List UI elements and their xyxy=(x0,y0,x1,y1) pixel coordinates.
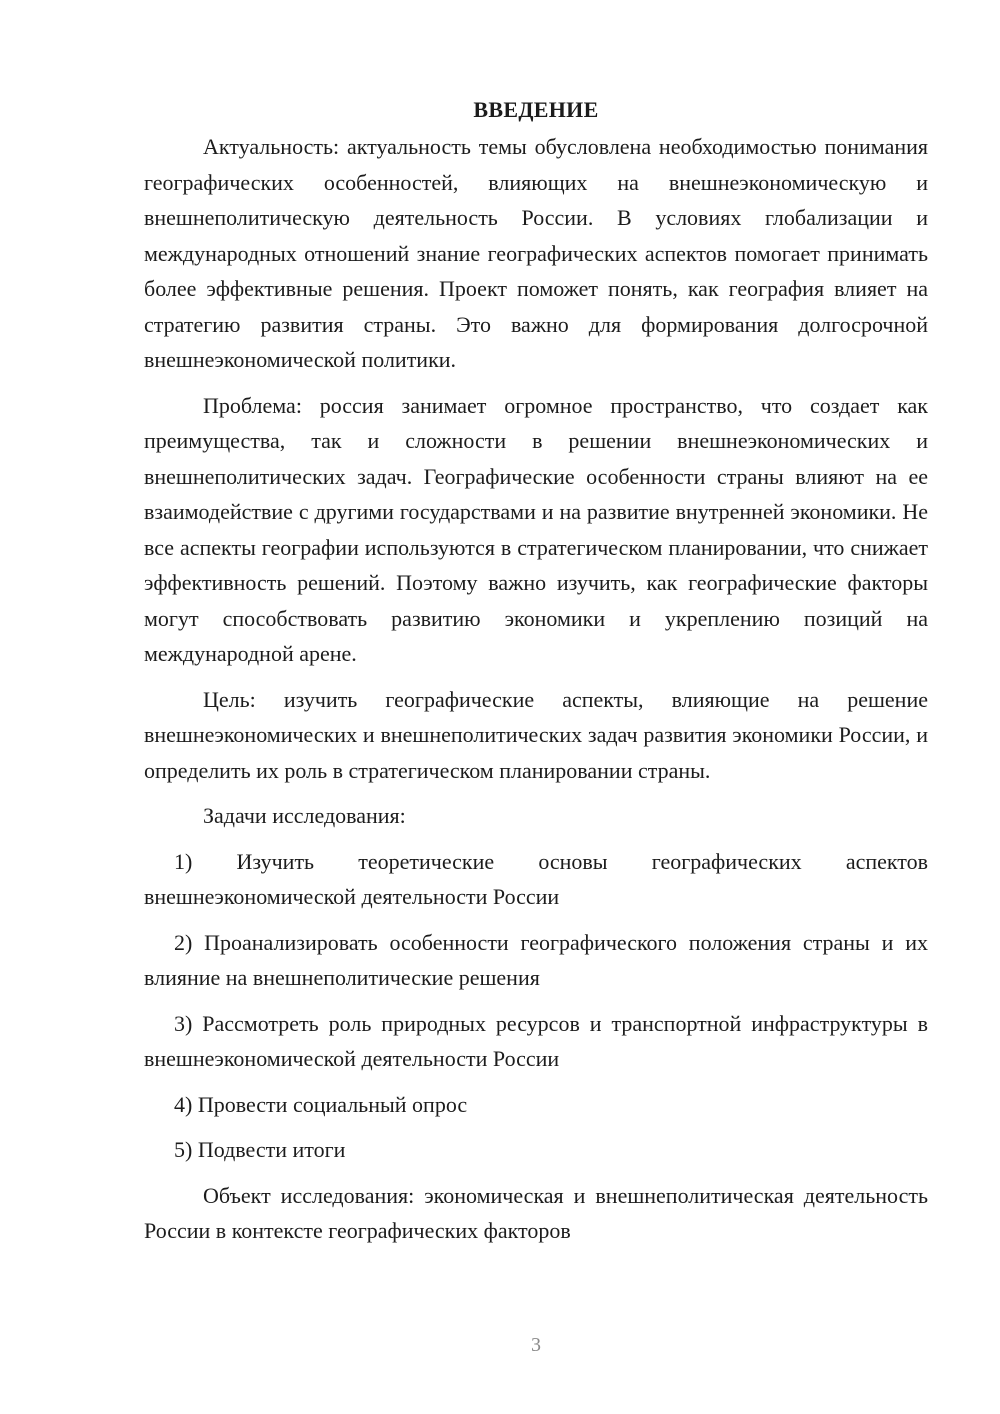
tasks-heading: Задачи исследования: xyxy=(203,803,406,828)
page-number: 3 xyxy=(531,1334,541,1356)
task-item-5: 5) Подвести итоги xyxy=(174,1137,346,1162)
page-content xyxy=(144,95,928,1259)
task-item-2: 2) Проанализировать особенности географического положения страны и их влияние на внешнеполитические решения xyxy=(144,929,928,990)
task-item-1: 1) Изучить теоретические основы географических аспектов внешнеэкономической деятельности России xyxy=(144,848,928,909)
task-item-4: 4) Провести социальный опрос xyxy=(174,1091,468,1117)
goal-paragraph: Цель: изучить географические аспекты, влияющие на решение внешнеэкономических и внешнеполитических задач развития экономики России, и определить их роль в стратегическом планировании страны. xyxy=(144,686,928,783)
section-heading: ВВЕДЕНИЕ xyxy=(473,97,599,122)
task-item-3: 3) Рассмотреть роль природных ресурсов и транспортной инфраструктуры в внешнеэкономической деятельности России xyxy=(144,1010,928,1071)
relevance-paragraph: Актуальность: актуальность темы обусловлена необходимостью понимания географических особенностей, влияющих на внешнеэкономическую и внешнеполитическую деятельность России. В условиях глобализации и международных отношений знание географических аспектов помогает принимать более эффективные решения. Проект поможет понять, как география влияет на стратегию развития страны. Это важно для формирования долгосрочной внешнеэкономической политики. xyxy=(144,134,928,372)
object-paragraph: Объект исследования: экономическая и внешнеполитическая деятельность России в контексте географических факторов xyxy=(144,1182,928,1243)
problem-paragraph: Проблема: россия занимает огромное пространство, что создает как преимущества, так и сложности в решении внешнеэкономических и внешнеполитических задач. Географические особенности страны влияют на ее взаимодействие с другими государствами и на развитие внутренней экономики. Не все аспекты географии используются в стратегическом планировании, что снижает эффективность решений. Поэтому важно изучить, как географические факторы могут способствовать развитию экономики и укреплению позиций на международной арене. xyxy=(144,392,928,666)
